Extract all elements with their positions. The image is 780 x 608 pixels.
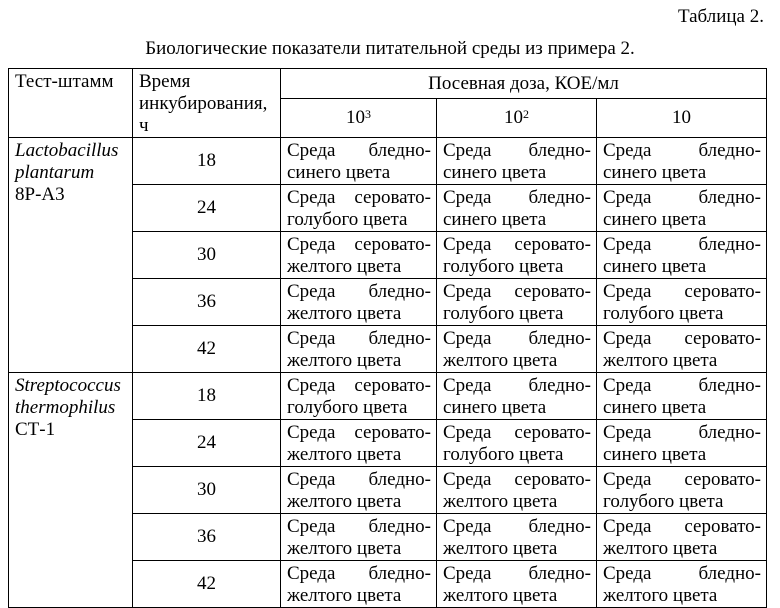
header-dose-2 <box>437 99 597 138</box>
cell-word: Среда <box>443 469 492 490</box>
cell-word: бледно- <box>528 516 591 537</box>
cell-line-1 <box>443 234 591 256</box>
cell-line-1 <box>287 328 431 350</box>
table-body <box>9 69 767 608</box>
cell-line-1 <box>287 375 431 397</box>
cell-line-2: желтого цвета <box>287 350 402 371</box>
cell-line-1 <box>287 281 431 303</box>
header-dose-3 <box>597 99 767 138</box>
dose-exponent: 3 <box>365 107 371 122</box>
incubation-time-cell: 36 <box>133 279 281 326</box>
incubation-time-cell: 36 <box>133 514 281 561</box>
cell-line-1 <box>443 563 591 585</box>
cell-word: серовато- <box>514 234 591 255</box>
cell-line-2: желтого цвета <box>287 538 402 559</box>
cell-word: Среда <box>287 563 336 584</box>
cell-line-1 <box>287 563 431 585</box>
cell-word: Среда <box>287 140 336 161</box>
medium-color-cell <box>597 561 767 608</box>
cell-line-1 <box>443 140 591 162</box>
cell-line-2: желтого цвета <box>287 303 402 324</box>
cell-word: серовато- <box>684 328 761 349</box>
cell-line-1 <box>287 422 431 444</box>
cell-line-1 <box>603 563 761 585</box>
cell-word: серовато- <box>354 375 431 396</box>
header-dose-1 <box>281 99 437 138</box>
strain-name-line: plantarum <box>15 162 95 183</box>
cell-line-1 <box>443 469 591 491</box>
medium-color-cell <box>437 420 597 467</box>
medium-color-cell <box>597 138 767 185</box>
cell-line-1 <box>603 140 761 162</box>
cell-word: Среда <box>443 328 492 349</box>
cell-word: бледно- <box>368 516 431 537</box>
cell-word: Среда <box>443 422 492 443</box>
cell-line-1 <box>287 234 431 256</box>
cell-line-1 <box>443 375 591 397</box>
cell-line-1 <box>603 516 761 538</box>
cell-word: Среда <box>603 281 652 302</box>
medium-color-cell <box>597 185 767 232</box>
strain-cell <box>9 138 133 373</box>
cell-line-2: голубого цвета <box>443 256 564 277</box>
cell-line-1 <box>443 187 591 209</box>
dose-exponent: 2 <box>523 107 529 122</box>
medium-color-cell <box>281 185 437 232</box>
cell-line-1 <box>443 281 591 303</box>
medium-color-cell <box>597 514 767 561</box>
incubation-time-cell: 42 <box>133 326 281 373</box>
medium-color-cell <box>437 138 597 185</box>
cell-line-2: синего цвета <box>443 397 547 418</box>
cell-line-1 <box>443 516 591 538</box>
cell-word: бледно- <box>698 187 761 208</box>
medium-color-cell <box>597 420 767 467</box>
cell-word: серовато- <box>514 469 591 490</box>
cell-line-1 <box>603 234 761 256</box>
cell-line-2: желтого цвета <box>287 585 402 606</box>
cell-line-1 <box>603 187 761 209</box>
table-row <box>9 138 767 185</box>
cell-word: бледно- <box>528 187 591 208</box>
cell-word: бледно- <box>698 234 761 255</box>
cell-word: серовато- <box>684 469 761 490</box>
cell-word: Среда <box>443 516 492 537</box>
cell-word: серовато- <box>514 422 591 443</box>
cell-word: Среда <box>443 281 492 302</box>
cell-word: серовато- <box>514 281 591 302</box>
medium-color-cell <box>597 373 767 420</box>
cell-line-2: желтого цвета <box>443 491 558 512</box>
medium-color-cell <box>281 467 437 514</box>
cell-word: бледно- <box>368 328 431 349</box>
cell-line-2: голубого цвета <box>287 209 408 230</box>
medium-color-cell <box>437 185 597 232</box>
incubation-time-cell: 30 <box>133 467 281 514</box>
cell-word: бледно- <box>368 563 431 584</box>
incubation-time-cell: 18 <box>133 138 281 185</box>
dose-base: 10 <box>672 107 691 129</box>
cell-word: бледно- <box>528 563 591 584</box>
cell-word: бледно- <box>528 328 591 349</box>
cell-line-2: синего цвета <box>603 256 707 277</box>
cell-line-1 <box>443 328 591 350</box>
cell-line-2: голубого цвета <box>443 303 564 324</box>
cell-word: Среда <box>443 375 492 396</box>
cell-line-2: желтого цвета <box>603 585 718 606</box>
cell-word: Среда <box>603 469 652 490</box>
cell-line-1 <box>603 422 761 444</box>
cell-word: Среда <box>443 187 492 208</box>
medium-color-cell <box>281 232 437 279</box>
strain-name-line: 8Р-А3 <box>15 184 65 205</box>
medium-color-cell <box>597 279 767 326</box>
cell-word: бледно- <box>368 140 431 161</box>
cell-line-2: желтого цвета <box>287 491 402 512</box>
cell-line-2: синего цвета <box>443 162 547 183</box>
table-caption: Биологические показатели питательной среды из примера 2. <box>145 38 635 59</box>
cell-word: Среда <box>287 469 336 490</box>
cell-word: Среда <box>443 563 492 584</box>
medium-color-cell <box>437 279 597 326</box>
dose-base: 10 <box>346 107 365 129</box>
cell-line-2: желтого цвета <box>443 350 558 371</box>
header-row-1 <box>9 69 767 99</box>
cell-line-2: синего цвета <box>603 444 707 465</box>
header-strain: Тест-штамм <box>9 69 133 138</box>
cell-line-2: желтого цвета <box>603 538 718 559</box>
cell-word: Среда <box>603 516 652 537</box>
cell-word: Среда <box>287 281 336 302</box>
cell-line-2: голубого цвета <box>287 397 408 418</box>
cell-word: серовато- <box>684 281 761 302</box>
cell-word: Среда <box>287 516 336 537</box>
table-row <box>9 373 767 420</box>
cell-word: бледно- <box>368 281 431 302</box>
cell-word: Среда <box>287 234 336 255</box>
dose-base: 10 <box>504 107 523 129</box>
cell-word: серовато- <box>354 187 431 208</box>
medium-color-cell <box>597 467 767 514</box>
cell-line-1 <box>603 469 761 491</box>
strain-name-line: СТ-1 <box>15 419 56 440</box>
cell-line-1 <box>287 469 431 491</box>
cell-word: Среда <box>603 234 652 255</box>
cell-line-2: синего цвета <box>603 209 707 230</box>
strain-name-line: Lactobacillus <box>15 140 119 161</box>
cell-word: Среда <box>603 140 652 161</box>
incubation-time-cell: 42 <box>133 561 281 608</box>
cell-line-1 <box>287 187 431 209</box>
medium-color-cell <box>437 467 597 514</box>
cell-line-2: синего цвета <box>603 397 707 418</box>
medium-color-cell <box>281 138 437 185</box>
cell-line-2: голубого цвета <box>443 444 564 465</box>
cell-word: Среда <box>443 234 492 255</box>
cell-word: бледно- <box>368 469 431 490</box>
cell-line-2: голубого цвета <box>603 491 724 512</box>
cell-word: Среда <box>287 187 336 208</box>
medium-color-cell <box>281 561 437 608</box>
cell-word: Среда <box>603 422 652 443</box>
cell-line-2: желтого цвета <box>443 585 558 606</box>
table-number: Таблица 2. <box>677 6 764 27</box>
strain-name-line: Streptococcus <box>15 375 121 396</box>
cell-line-1 <box>603 328 761 350</box>
cell-word: Среда <box>443 140 492 161</box>
cell-word: бледно- <box>528 140 591 161</box>
medium-color-cell <box>437 561 597 608</box>
medium-color-cell <box>281 373 437 420</box>
header-time: Время инкубирования, ч <box>133 69 281 138</box>
medium-color-cell <box>281 514 437 561</box>
incubation-time-cell: 24 <box>133 185 281 232</box>
medium-color-cell <box>437 373 597 420</box>
medium-color-cell <box>281 326 437 373</box>
incubation-time-cell: 30 <box>133 232 281 279</box>
medium-color-cell <box>437 514 597 561</box>
medium-color-cell <box>437 326 597 373</box>
cell-word: Среда <box>603 375 652 396</box>
medium-color-cell <box>597 232 767 279</box>
incubation-time-cell: 18 <box>133 373 281 420</box>
cell-line-1 <box>287 516 431 538</box>
incubation-time-cell: 24 <box>133 420 281 467</box>
cell-line-1 <box>603 281 761 303</box>
cell-word: бледно- <box>698 422 761 443</box>
strain-cell <box>9 373 133 608</box>
cell-line-2: синего цвета <box>603 162 707 183</box>
medium-color-cell <box>281 279 437 326</box>
cell-word: Среда <box>603 187 652 208</box>
cell-word: Среда <box>603 328 652 349</box>
cell-line-2: синего цвета <box>443 209 547 230</box>
cell-line-1 <box>287 140 431 162</box>
cell-word: Среда <box>287 422 336 443</box>
medium-color-cell <box>437 232 597 279</box>
cell-line-2: желтого цвета <box>603 350 718 371</box>
cell-line-2: голубого цвета <box>603 303 724 324</box>
strain-name-line: thermophilus <box>15 397 116 418</box>
results-table <box>8 68 767 608</box>
cell-word: Среда <box>287 328 336 349</box>
cell-word: бледно- <box>698 140 761 161</box>
cell-word: серовато- <box>354 422 431 443</box>
medium-color-cell <box>281 420 437 467</box>
cell-word: серовато- <box>354 234 431 255</box>
header-dose: Посевная доза, КОЕ/мл <box>281 69 767 99</box>
cell-line-1 <box>443 422 591 444</box>
cell-line-2: синего цвета <box>287 162 391 183</box>
cell-line-2: желтого цвета <box>287 444 402 465</box>
cell-word: Среда <box>287 375 336 396</box>
cell-word: серовато- <box>684 516 761 537</box>
cell-word: бледно- <box>698 375 761 396</box>
cell-line-1 <box>603 375 761 397</box>
cell-line-2: желтого цвета <box>443 538 558 559</box>
medium-color-cell <box>597 326 767 373</box>
cell-word: бледно- <box>698 563 761 584</box>
cell-word: Среда <box>603 563 652 584</box>
cell-word: бледно- <box>528 375 591 396</box>
cell-line-2: желтого цвета <box>287 256 402 277</box>
